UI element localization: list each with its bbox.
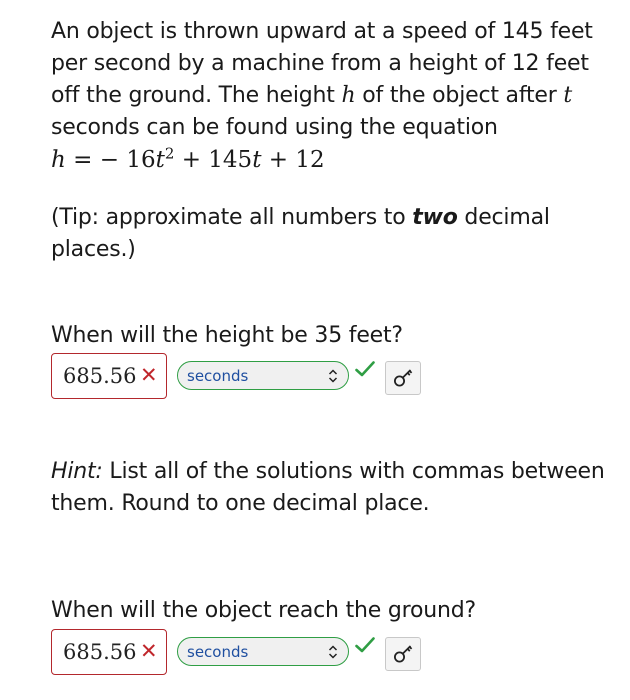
x-mark-icon: ✕ — [140, 639, 158, 663]
question-1-unit-select[interactable] — [177, 361, 349, 390]
problem-statement — [51, 16, 596, 266]
key-button[interactable] — [385, 361, 421, 395]
key-icon — [391, 366, 415, 390]
question-1-label: When will the height be 35 feet? — [51, 323, 403, 348]
check-mark-icon — [354, 358, 376, 380]
problem-text: An object is thrown upward at a speed of 145 feet per second by a machine from a height of 12 feet off the ground. The height h of the object after t seconds can be found using the equation — [51, 19, 593, 140]
hint-text: Hint: List all of the solutions with commas between them. Round to one decimal place. — [51, 459, 605, 516]
question-1-unit-value: seconds — [187, 366, 249, 385]
key-button[interactable] — [385, 637, 421, 671]
x-mark-icon: ✕ — [140, 363, 158, 387]
question-2-label: When will the object reach the ground? — [51, 598, 476, 623]
var-t: t — [563, 83, 573, 108]
tip-text: (Tip: approximate all numbers to two decimal places.) — [51, 205, 550, 262]
question-1-answer-row — [51, 353, 421, 399]
check-mark-icon — [354, 634, 376, 656]
question-1-answer-input[interactable] — [51, 353, 167, 399]
chevron-up-down-icon — [327, 644, 339, 660]
question-1-answer-value: 685.56 — [63, 364, 137, 388]
question-2-answer-value: 685.56 — [63, 640, 137, 664]
chevron-up-down-icon — [327, 368, 339, 384]
key-icon — [391, 642, 415, 666]
question-2-answer-row — [51, 629, 421, 675]
question-2-answer-input[interactable] — [51, 629, 167, 675]
question-2-unit-value: seconds — [187, 642, 249, 661]
var-h: h — [341, 83, 356, 108]
height-equation: h = − $16t^2 + 145t + 12$ — [51, 144, 325, 173]
question-2-unit-select[interactable] — [177, 637, 349, 666]
